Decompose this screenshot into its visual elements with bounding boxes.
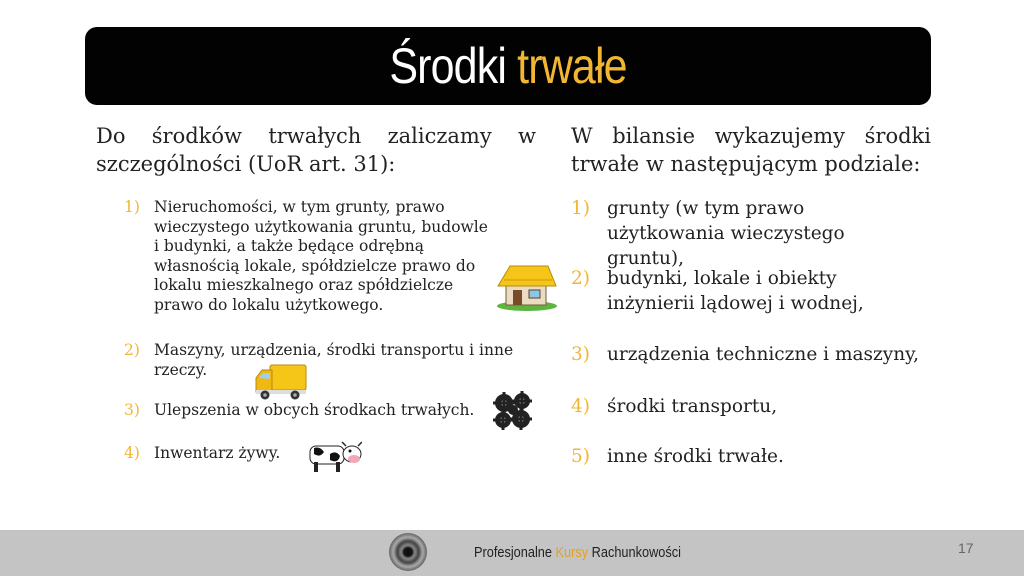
item-number: 4) bbox=[571, 396, 590, 417]
list-item bbox=[571, 342, 919, 367]
item-number: 2) bbox=[571, 268, 590, 289]
house-icon bbox=[496, 262, 558, 312]
gears-icon bbox=[491, 390, 535, 430]
item-number: 4) bbox=[124, 444, 140, 462]
slide-title bbox=[389, 37, 626, 95]
item-text: grunty (w tym prawo użytkowania wieczystego gruntu), bbox=[607, 198, 845, 269]
right-intro: W bilansie wykazujemy środki trwałe w następującym podziale: bbox=[571, 124, 931, 176]
list-item bbox=[124, 341, 529, 380]
title-word-2: trwałe bbox=[517, 38, 627, 94]
item-text: środki transportu, bbox=[607, 396, 778, 417]
brand-word-3: Rachunkowości bbox=[591, 544, 681, 561]
item-text: urządzenia techniczne i maszyny, bbox=[607, 344, 920, 365]
list-item bbox=[571, 196, 927, 271]
left-intro: Do środków trwałych zaliczamy w szczególności (UoR art. 31): bbox=[96, 124, 536, 176]
brand-word-2: Kursy bbox=[555, 544, 589, 561]
right-column bbox=[571, 122, 931, 178]
item-number: 3) bbox=[571, 344, 590, 365]
item-number: 1) bbox=[571, 198, 590, 219]
item-text: Maszyny, urządzenia, środki transportu i inne rzeczy. bbox=[154, 341, 514, 379]
title-word-1: Środki bbox=[389, 38, 507, 94]
brand-word-1: Profesjonalne bbox=[474, 544, 552, 561]
list-item bbox=[571, 394, 777, 419]
page-number: 17 bbox=[958, 540, 974, 556]
title-bar bbox=[85, 27, 931, 105]
item-number: 1) bbox=[124, 198, 140, 216]
item-text: Ulepszenia w obcych środkach trwałych. bbox=[154, 401, 475, 419]
item-text: budynki, lokale i obiekty inżynierii lądowej i wodnej, bbox=[607, 268, 864, 314]
item-text: Nieruchomości, w tym grunty, prawo wieczystego użytkowania gruntu, budowle i budynki, a także będące odrębną własnością lokale, spółdzielcze prawo do lokalu mieszkalnego oraz spółdzielcze prawo do lokalu użytkowego. bbox=[154, 198, 488, 314]
list-item bbox=[571, 266, 877, 316]
footer-brand bbox=[474, 544, 681, 561]
item-number: 3) bbox=[124, 401, 140, 419]
item-text: Inwentarz żywy. bbox=[154, 444, 281, 462]
list-item bbox=[571, 444, 784, 469]
cow-icon bbox=[306, 440, 362, 474]
logo-icon bbox=[389, 533, 427, 571]
item-number: 2) bbox=[124, 341, 140, 359]
item-text: inne środki trwałe. bbox=[607, 446, 784, 467]
left-column bbox=[96, 122, 536, 178]
item-number: 5) bbox=[571, 446, 590, 467]
list-item bbox=[124, 198, 496, 315]
truck-icon bbox=[254, 362, 308, 402]
list-item bbox=[124, 401, 496, 421]
